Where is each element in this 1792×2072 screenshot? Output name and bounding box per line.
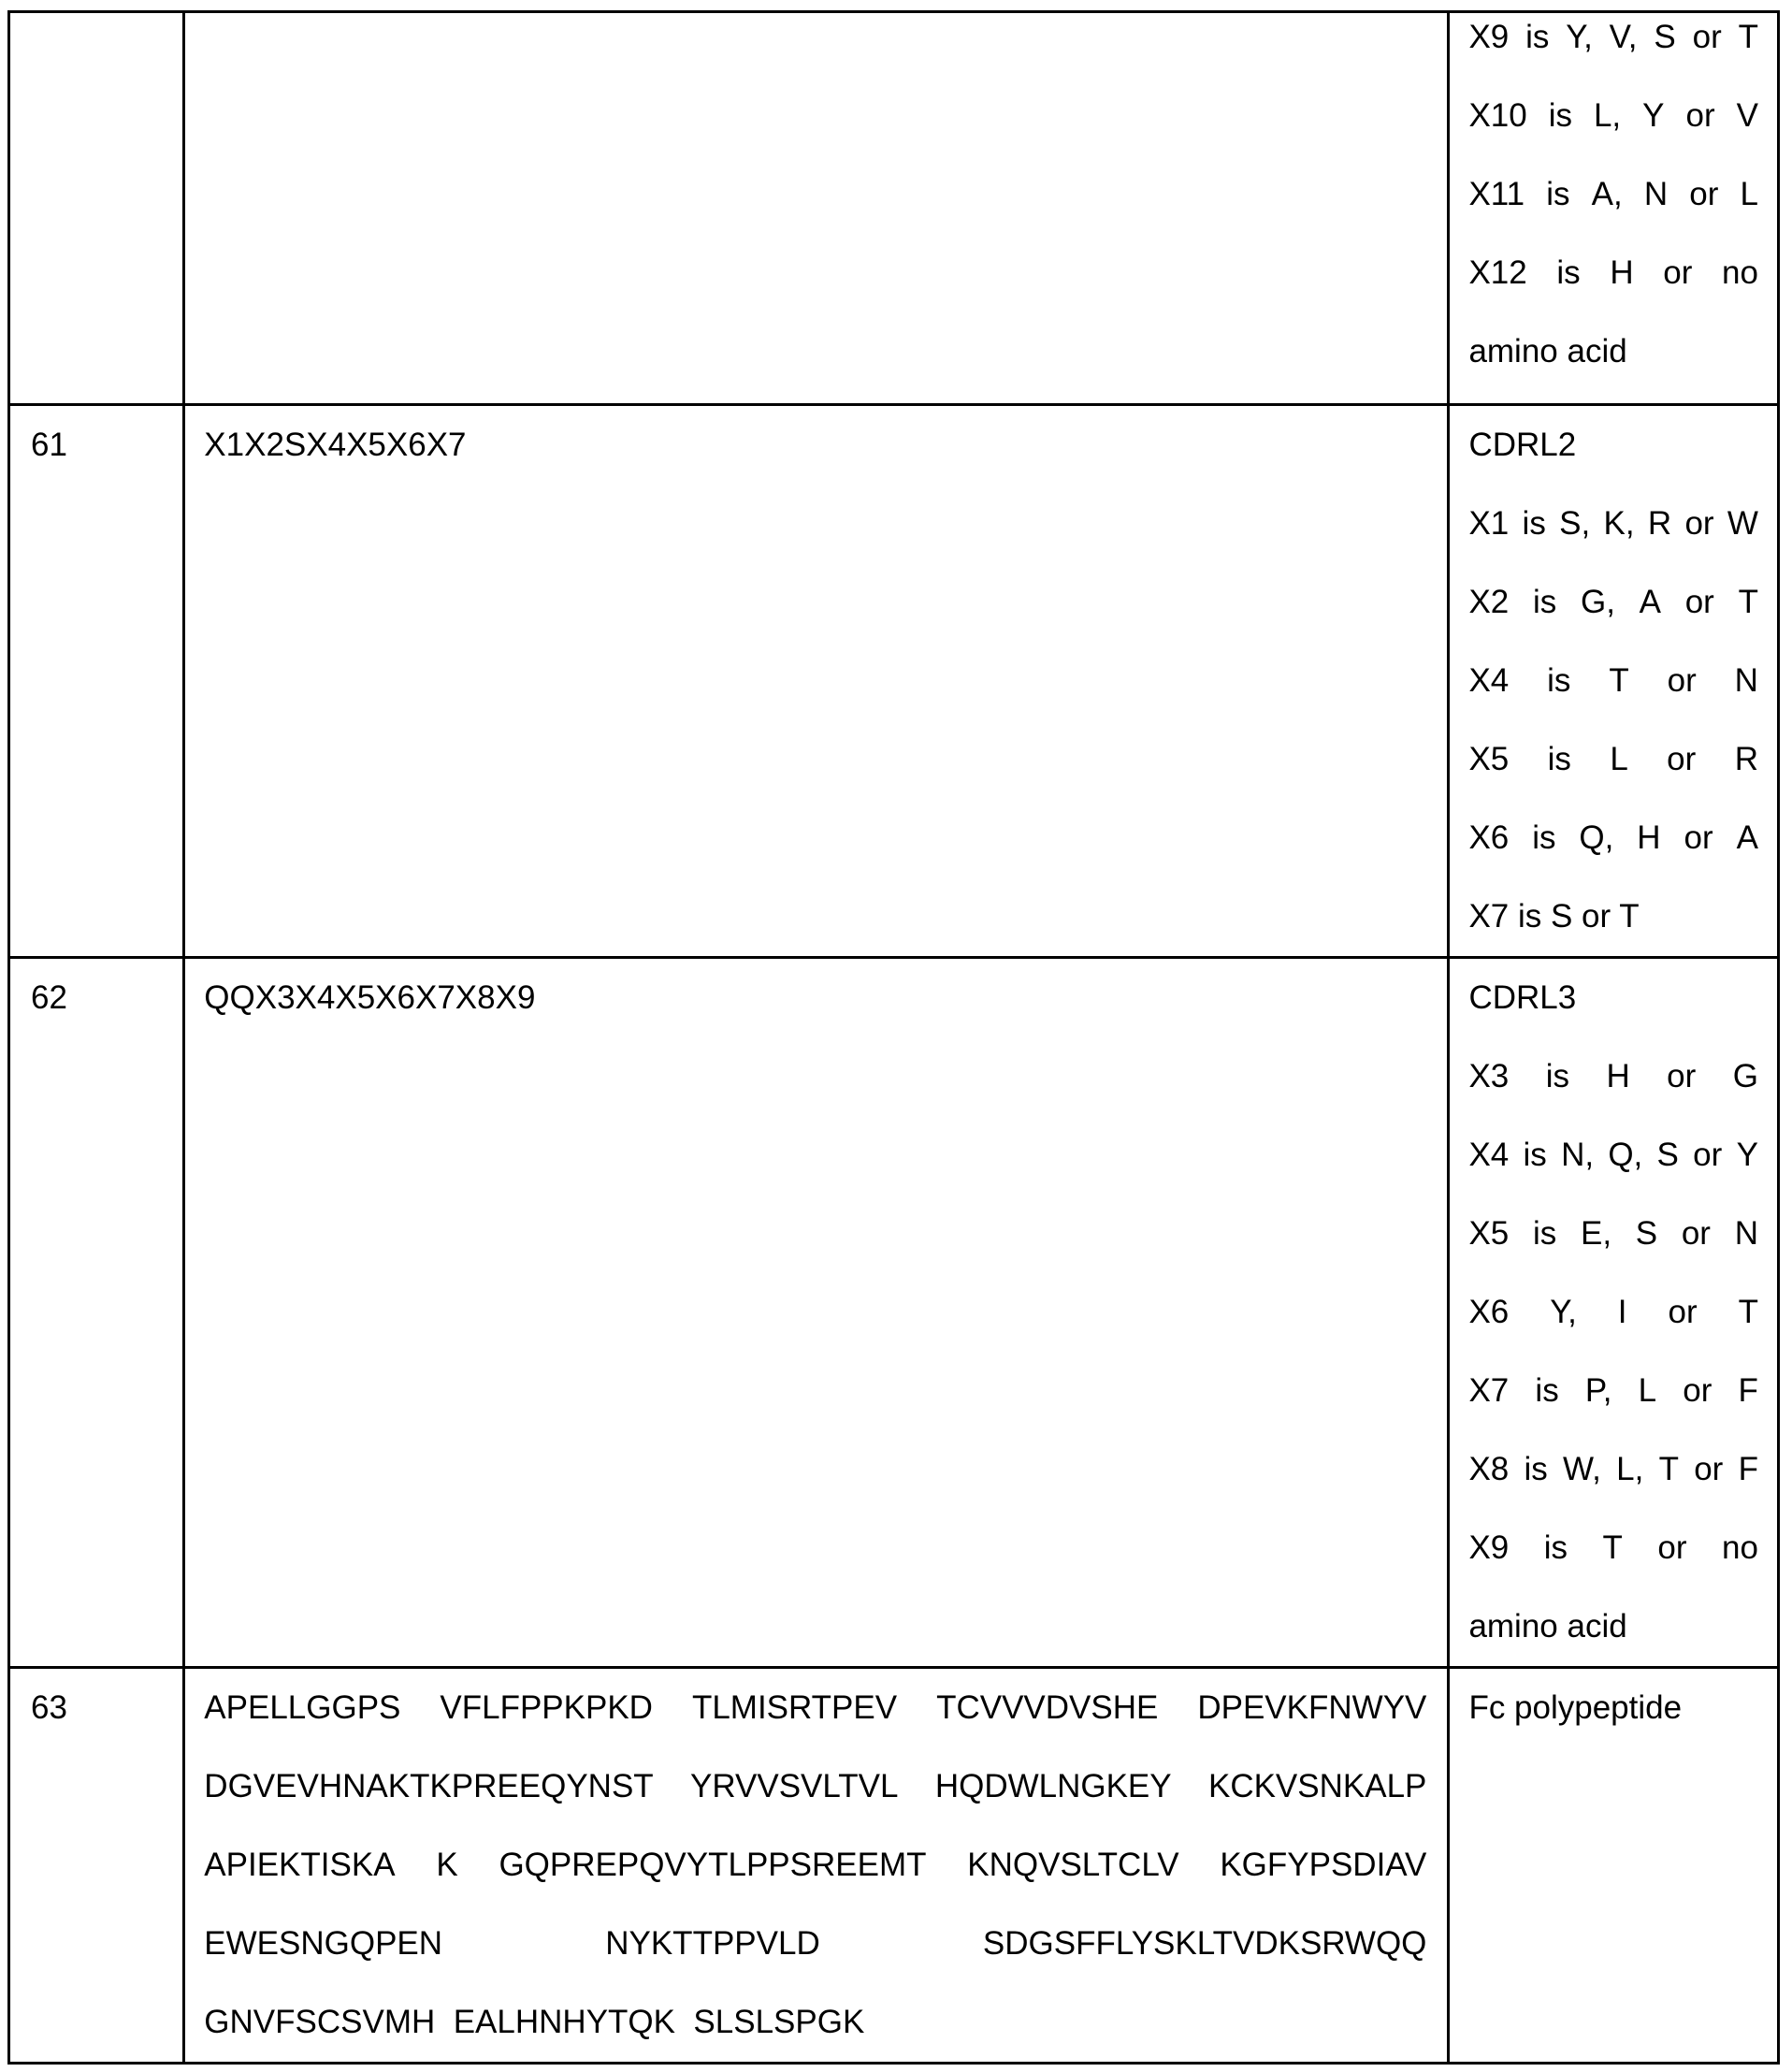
token: V, — [1609, 19, 1638, 55]
token: or — [1657, 1529, 1687, 1566]
sequence-cell — [184, 958, 1449, 1668]
sequence-line — [204, 1905, 1426, 1983]
description-line — [1468, 1195, 1758, 1273]
description-line — [1468, 155, 1758, 234]
token: X4 — [1468, 662, 1510, 699]
description-line — [1468, 799, 1758, 877]
token: is — [1524, 1451, 1548, 1487]
token: TLMISRTPEV — [691, 1689, 898, 1726]
seq-id-cell — [9, 1668, 184, 2064]
token: or — [1663, 254, 1693, 291]
token: is — [1523, 1137, 1547, 1173]
token: X12 — [1468, 254, 1527, 291]
table-row — [9, 1668, 1779, 2064]
token: G, — [1580, 584, 1615, 620]
description-line — [1468, 485, 1758, 563]
sequence-cell — [184, 12, 1449, 405]
description-line — [1468, 1352, 1758, 1430]
token: N — [1734, 1215, 1758, 1252]
token: VFLFPPKPKD — [440, 1689, 653, 1726]
token: or — [1684, 505, 1714, 542]
token: or — [1692, 19, 1722, 55]
description-line: CDRL2 — [1468, 427, 1577, 463]
token: N, — [1561, 1137, 1595, 1173]
description-line — [1468, 1273, 1758, 1352]
token: R — [1734, 741, 1758, 777]
token: X8 — [1468, 1451, 1510, 1487]
description-cell — [1449, 12, 1779, 405]
token: or — [1685, 97, 1715, 134]
seq-id: 61 — [31, 427, 67, 463]
token: X7 — [1468, 1372, 1510, 1409]
token: G — [1732, 1058, 1758, 1094]
token: L, — [1616, 1451, 1644, 1487]
token: N — [1643, 176, 1669, 212]
sequence-line — [204, 1669, 1426, 1747]
token: I — [1617, 1294, 1627, 1330]
seq-id: 62 — [31, 979, 67, 1016]
description-line: X7 is S or T — [1468, 898, 1640, 935]
token: DGVEVHNAKTKPREEQYNST — [204, 1768, 654, 1804]
description-cell — [1449, 1668, 1779, 2064]
token: K, — [1603, 505, 1635, 542]
token: L, — [1593, 97, 1622, 134]
token: Q, — [1608, 1137, 1643, 1173]
token: or — [1681, 1215, 1711, 1252]
seq-id: 63 — [31, 1689, 67, 1726]
description — [1450, 406, 1777, 956]
sequence-line: X1X2SX4X5X6X7 — [204, 427, 467, 463]
token: F — [1738, 1451, 1758, 1487]
description — [1450, 959, 1777, 1666]
token: X5 — [1468, 741, 1510, 777]
seq-id-cell — [9, 12, 184, 405]
token: or — [1694, 1451, 1724, 1487]
token: is — [1532, 584, 1557, 620]
token: is — [1532, 1215, 1557, 1252]
token: W — [1727, 505, 1758, 542]
token: is — [1522, 505, 1546, 542]
token: A, — [1591, 176, 1623, 212]
token: or — [1689, 176, 1719, 212]
token: is — [1546, 176, 1570, 212]
token: is — [1525, 19, 1550, 55]
token: L — [1740, 176, 1758, 212]
sequence-table-body — [9, 12, 1779, 2064]
token: X5 — [1468, 1215, 1510, 1252]
token: H — [1610, 254, 1634, 291]
description-line — [1468, 77, 1758, 155]
sequence-table — [7, 10, 1780, 2065]
token: or — [1667, 1058, 1697, 1094]
table-row — [9, 958, 1779, 1668]
table-row — [9, 405, 1779, 958]
token: is — [1548, 97, 1572, 134]
token: P, — [1584, 1372, 1612, 1409]
sequence-line: GNVFSCSVMH EALHNHYTQK SLSLSPGK — [204, 2004, 865, 2040]
token: HQDWLNGKEY — [934, 1768, 1172, 1804]
token: KCKVSNKALP — [1207, 1768, 1427, 1804]
token: DPEVKFNWYV — [1197, 1689, 1427, 1726]
description-line — [1468, 563, 1758, 642]
token: X3 — [1468, 1058, 1510, 1094]
token: T — [1738, 584, 1758, 620]
token: T — [1738, 19, 1758, 55]
description — [1450, 0, 1777, 391]
description-line — [1468, 1509, 1758, 1587]
description-line — [1468, 234, 1758, 312]
token: Y — [1736, 1137, 1758, 1173]
token: A — [1736, 819, 1758, 856]
token: is — [1532, 819, 1556, 856]
token: S — [1654, 19, 1676, 55]
token: R — [1647, 505, 1672, 542]
description-line: CDRL3 — [1468, 979, 1577, 1016]
token: X2 — [1468, 584, 1510, 620]
token: X1 — [1468, 505, 1510, 542]
token: APELLGGPS — [204, 1689, 401, 1726]
token: X6 — [1468, 1294, 1510, 1330]
token: X4 — [1468, 1137, 1510, 1173]
token: YRVVSVLTVL — [690, 1768, 899, 1804]
description-line: amino acid — [1468, 1608, 1627, 1645]
token: X9 — [1468, 19, 1510, 55]
token: is — [1547, 662, 1571, 699]
token: or — [1684, 819, 1713, 856]
token: S, — [1559, 505, 1591, 542]
token: is — [1547, 741, 1571, 777]
description-cell — [1449, 958, 1779, 1668]
token: Q, — [1579, 819, 1614, 856]
token: or — [1693, 1137, 1723, 1173]
token: L — [1638, 1372, 1657, 1409]
token: NYKTTPPVLD — [605, 1925, 820, 1962]
table-row — [9, 12, 1779, 405]
sequence-line: QQX3X4X5X6X7X8X9 — [204, 979, 536, 1016]
description-line — [1468, 1116, 1758, 1195]
sequence — [185, 1669, 1447, 2062]
token: Y — [1642, 97, 1665, 134]
token: S — [1656, 1137, 1679, 1173]
token: KGFYPSDIAV — [1220, 1847, 1427, 1883]
seq-id-cell — [9, 958, 184, 1668]
token: or — [1683, 1372, 1713, 1409]
token: K — [436, 1847, 458, 1883]
sequence-line — [204, 1747, 1426, 1826]
token: TCVVVDVSHE — [936, 1689, 1159, 1726]
token: E, — [1580, 1215, 1612, 1252]
token: L — [1610, 741, 1628, 777]
token: T — [1738, 1294, 1758, 1330]
token: T — [1609, 662, 1629, 699]
description — [1450, 1669, 1777, 1747]
token: N — [1734, 662, 1758, 699]
token: V — [1736, 97, 1758, 134]
token: H — [1637, 819, 1661, 856]
token: or — [1667, 741, 1697, 777]
token: is — [1543, 1529, 1568, 1566]
token: no — [1722, 1529, 1758, 1566]
token: APIEKTISKA — [204, 1847, 396, 1883]
description-line — [1468, 720, 1758, 799]
token: X10 — [1468, 97, 1527, 134]
token: is — [1545, 1058, 1569, 1094]
token: Y, — [1550, 1294, 1577, 1330]
token: T — [1658, 1451, 1679, 1487]
description-cell — [1449, 405, 1779, 958]
token: A — [1639, 584, 1661, 620]
seq-id-cell — [9, 405, 184, 958]
token: Y, — [1566, 19, 1593, 55]
token: X9 — [1468, 1529, 1510, 1566]
description-line — [1468, 642, 1758, 720]
sequence-cell — [184, 1668, 1449, 2064]
token: SDGSFFLYSKLTVDKSRWQQ — [982, 1925, 1427, 1962]
sequence-cell — [184, 405, 1449, 958]
description-line: amino acid — [1468, 333, 1627, 369]
token: GQPREPQVYTLPPSREEMT — [499, 1847, 927, 1883]
token: S — [1635, 1215, 1658, 1252]
description-line: Fc polypeptide — [1468, 1689, 1683, 1726]
description-line — [1468, 1430, 1758, 1509]
token: is — [1535, 1372, 1559, 1409]
token: H — [1606, 1058, 1630, 1094]
token: no — [1722, 254, 1758, 291]
token: or — [1668, 1294, 1698, 1330]
token: X11 — [1468, 176, 1525, 212]
token: F — [1738, 1372, 1758, 1409]
sequence-line — [204, 1826, 1426, 1905]
token: or — [1667, 662, 1697, 699]
description-line — [1468, 0, 1758, 77]
token: is — [1556, 254, 1581, 291]
token: X6 — [1468, 819, 1510, 856]
token: T — [1602, 1529, 1623, 1566]
token: KNQVSLTCLV — [967, 1847, 1179, 1883]
token: W, — [1563, 1451, 1601, 1487]
token: EWESNGQPEN — [204, 1925, 443, 1962]
sequence — [185, 406, 1447, 485]
token: or — [1684, 584, 1714, 620]
description-line — [1468, 1037, 1758, 1116]
sequence — [185, 959, 1447, 1037]
